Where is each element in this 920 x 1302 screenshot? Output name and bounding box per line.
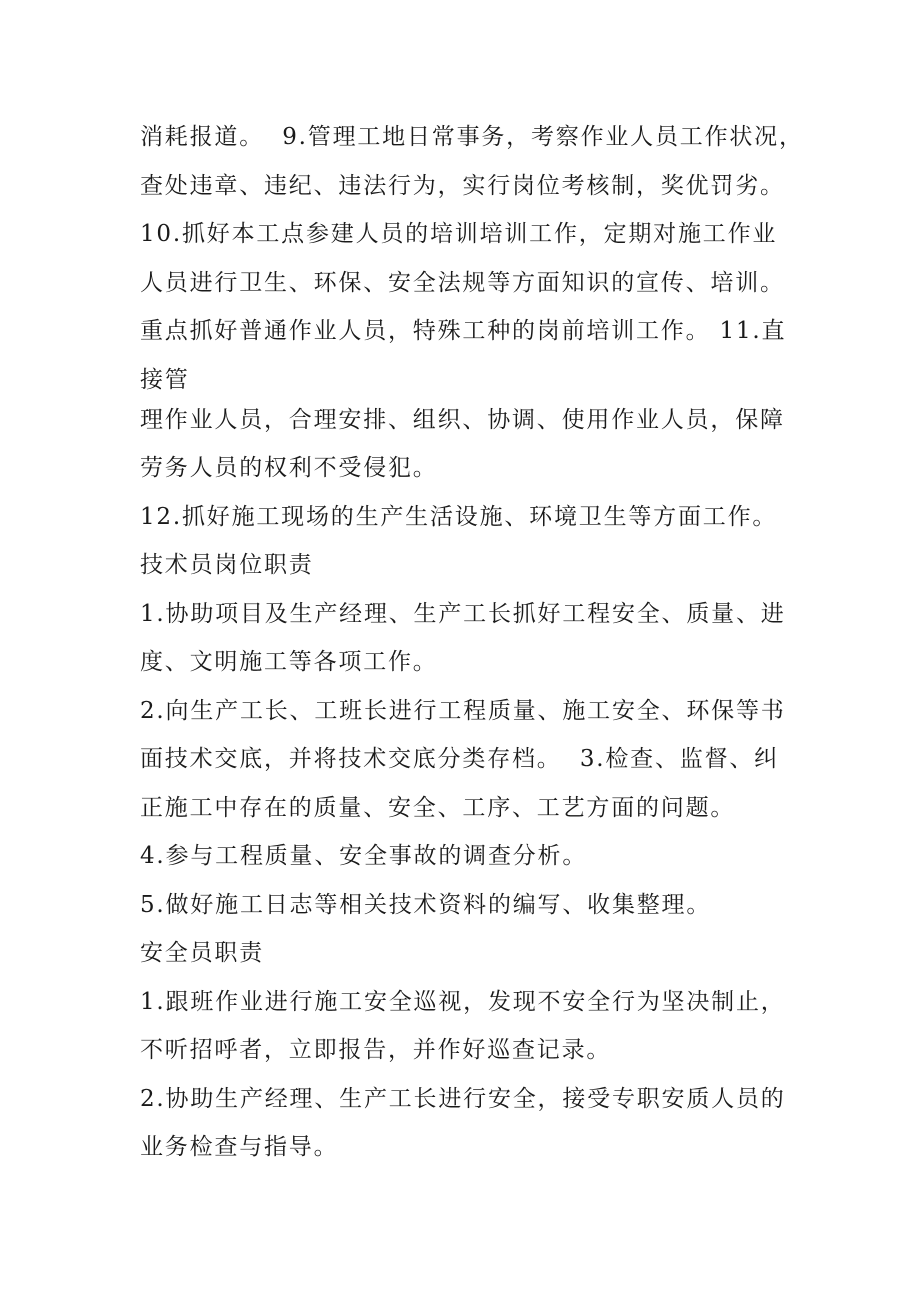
text-line: 理作业人员，合理安排、组织、协调、使用作业人员，保障 bbox=[140, 406, 785, 433]
text-line: 劳务人员的权利不受侵犯。 bbox=[140, 455, 438, 481]
text-line: 正施工中存在的质量、安全、工序、工艺方面的问题。 bbox=[140, 794, 736, 821]
section-heading: 安全员职责 bbox=[140, 940, 264, 966]
text-line: 重点抓好普通作业人员，特殊工种的岗前培训工作。 11.直 bbox=[140, 318, 787, 344]
text-line: 消耗报道。 9.管理工地日常事务，考察作业人员工作状况， bbox=[140, 124, 804, 150]
text-line: 面技术交底，并将技术交底分类存档。 3.检查、监督、纠 bbox=[140, 746, 779, 772]
section-heading: 技术员岗位职责 bbox=[140, 552, 314, 578]
text-line: 业务检查与指导。 bbox=[140, 1134, 339, 1160]
text-line: 人员进行卫生、环保、安全法规等方面知识的宣传、培训。 bbox=[140, 269, 785, 296]
text-line: 1.协助项目及生产经理、生产工长抓好工程安全、质量、进 bbox=[140, 600, 786, 627]
text-line: 2.向生产工长、工班长进行工程质量、施工安全、环保等书 bbox=[140, 697, 786, 724]
text-line: 10.抓好本工点参建人员的培训培训工作，定期对施工作业 bbox=[140, 221, 778, 247]
text-line: 4.参与工程质量、安全事故的调查分析。 bbox=[140, 843, 588, 869]
text-line: 度、文明施工等各项工作。 bbox=[140, 649, 438, 675]
document-page bbox=[140, 113, 804, 1172]
text-line: 不听招呼者，立即报告，并作好巡查记录。 bbox=[140, 1037, 612, 1063]
text-line: 接管 bbox=[140, 366, 190, 393]
text-line: 5.做好施工日志等相关技术资料的编写、收集整理。 bbox=[140, 891, 712, 918]
text-line: 12.抓好施工现场的生产生活设施、环境卫生等方面工作。 bbox=[140, 503, 778, 530]
text-line: 1.跟班作业进行施工安全巡视，发现不安全行为坚决制止， bbox=[140, 988, 786, 1015]
text-line: 查处违章、违纪、违法行为，实行岗位考核制，奖优罚劣。 bbox=[140, 172, 785, 199]
text-line: 2.协助生产经理、生产工长进行安全，接受专职安质人员的 bbox=[140, 1085, 786, 1112]
